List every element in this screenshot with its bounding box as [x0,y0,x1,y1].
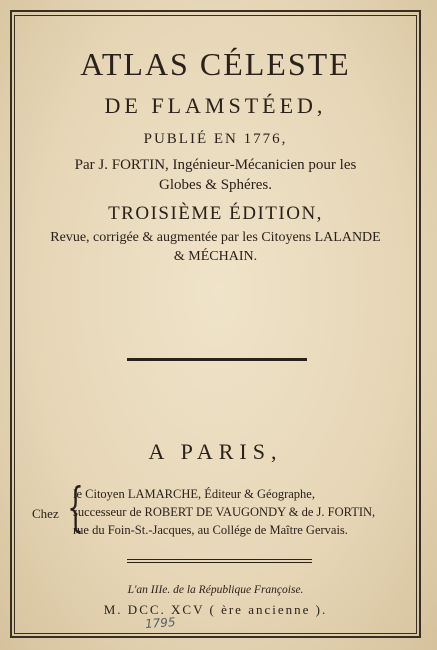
republican-year: L'an IIIe. de la République Françoise. [127,584,304,596]
roman-date: M. DCC. XCV ( ère ancienne ). [103,602,328,617]
publisher-line-1: le Citoyen LAMARCHE, Éditeur & Géographe, [73,487,315,501]
edition-heading: TROISIÈME ÉDITION, [108,203,323,224]
revision-line-1: Revue, corrigée & augmentée par les Citoyens LALANDE [50,230,381,245]
revision-line-2: & MÉCHAIN. [173,249,258,264]
thick-divider [127,358,307,361]
place-of-publication: A PARIS, [148,439,283,464]
revision-block [15,228,416,266]
double-divider-bottom [127,562,312,563]
author-line-2: Globes & Sphéres. [159,177,272,193]
publication-year: PUBLIÉ EN 1776, [143,131,288,147]
book-title: ATLAS CÉLESTE [80,46,351,82]
publisher-block [73,485,413,539]
brace-icon: { [67,478,84,538]
author-block [15,155,416,195]
publisher-line-2: successeur de ROBERT DE VAUGONDY & de J. FORTIN, [73,505,376,519]
handwritten-note: 1795 [144,614,176,632]
publisher-line-3: rue du Foin-St.-Jacques, au Collége de Maître Gervais. [73,523,348,537]
book-subtitle: DE FLAMSTÉED, [104,93,327,118]
double-divider-top [127,559,312,560]
chez-label: Chez [32,506,59,521]
author-line-1: Par J. FORTIN, Ingénieur-Mécanicien pour les [74,157,357,173]
page-content [15,16,416,633]
